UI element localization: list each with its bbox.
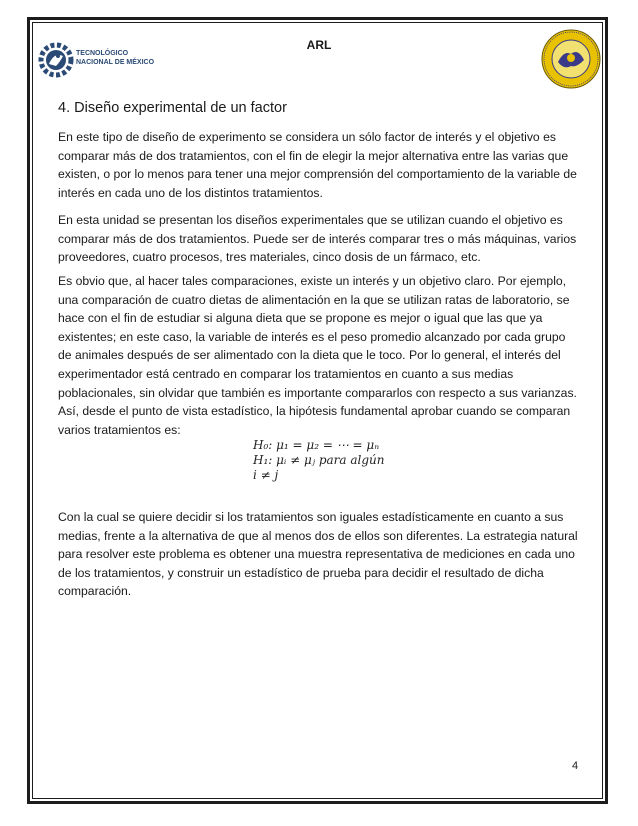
formula-null-hypothesis: H₀: μ₁ = μ₂ = ⋯ = μₙ [253, 438, 380, 452]
institute-seal-icon [540, 28, 602, 90]
formula-condition: i ≠ j [253, 468, 279, 482]
paragraph-1: En este tipo de diseño de experimento se considera un sólo factor de interés y el objetivo es comparar más de dos tratamientos, con el fin de elegir la mejor alternativa entre las varias que existen, o por lo menos para tener una mejor comprensión del comportamiento de la variable de interés en cada uno de los distintos tratamientos. [58, 130, 577, 200]
section-heading: 4. Diseño experimental de un factor [58, 100, 287, 116]
formula-alternative-hypothesis: H₁: μᵢ ≠ μⱼ para algún [253, 453, 385, 467]
logo-text-line1: TECNOLÓGICO [76, 50, 129, 57]
logo-text-line2: NACIONAL DE MÉXICO [76, 59, 155, 66]
header-title: ARL [306, 38, 332, 52]
paragraph-3: Es obvio que, al hacer tales comparaciones, existe un interés y un objetivo claro. Por ejemplo, una comparación de cuatro dietas de alimentación en la que se utilizan ratas de laboratorio, se hace con el fin de estudiar si alguna dieta que se propone es mejor o igual que las que ya existentes; en este caso, la variable de interés es el peso promedio alcanzado por cada grupo de animales después de ser alimentado con la dieta que le toco. Por lo general, el interés del experimentador está centrado en comparar los tratamientos en cuanto a sus medias poblacionales, sin olvidar que también es importante compararlos con respecto a sus varianzas. Así, desde el punto de vista estadístico, la hipótesis fundamental aprobar cuando se comparan varios tratamientos es: [58, 274, 577, 437]
hypothesis-formula [253, 438, 403, 494]
paragraph-4: Con la cual se quiere decidir si los tratamientos son iguales estadísticamente en cuanto a sus medias, frente a la alternativa de que al menos dos de ellos son diferentes. La estrategia natural para resolver este problema es obtener una muestra representativa de mediciones en cada uno de los tratamientos, y construir un estadístico de prueba para decidir el resultado de dicha comparación. [58, 510, 578, 599]
page-number: 4 [572, 760, 579, 772]
paragraph-2: En esta unidad se presentan los diseños experimentales que se utilizan cuando el objetivo es comparar más de dos tratamientos. Puede ser de interés comparar tres o más máquinas, varios proveedores, cuatro procesos, tres materiales, cinco dosis de un fármaco, etc. [58, 213, 577, 265]
